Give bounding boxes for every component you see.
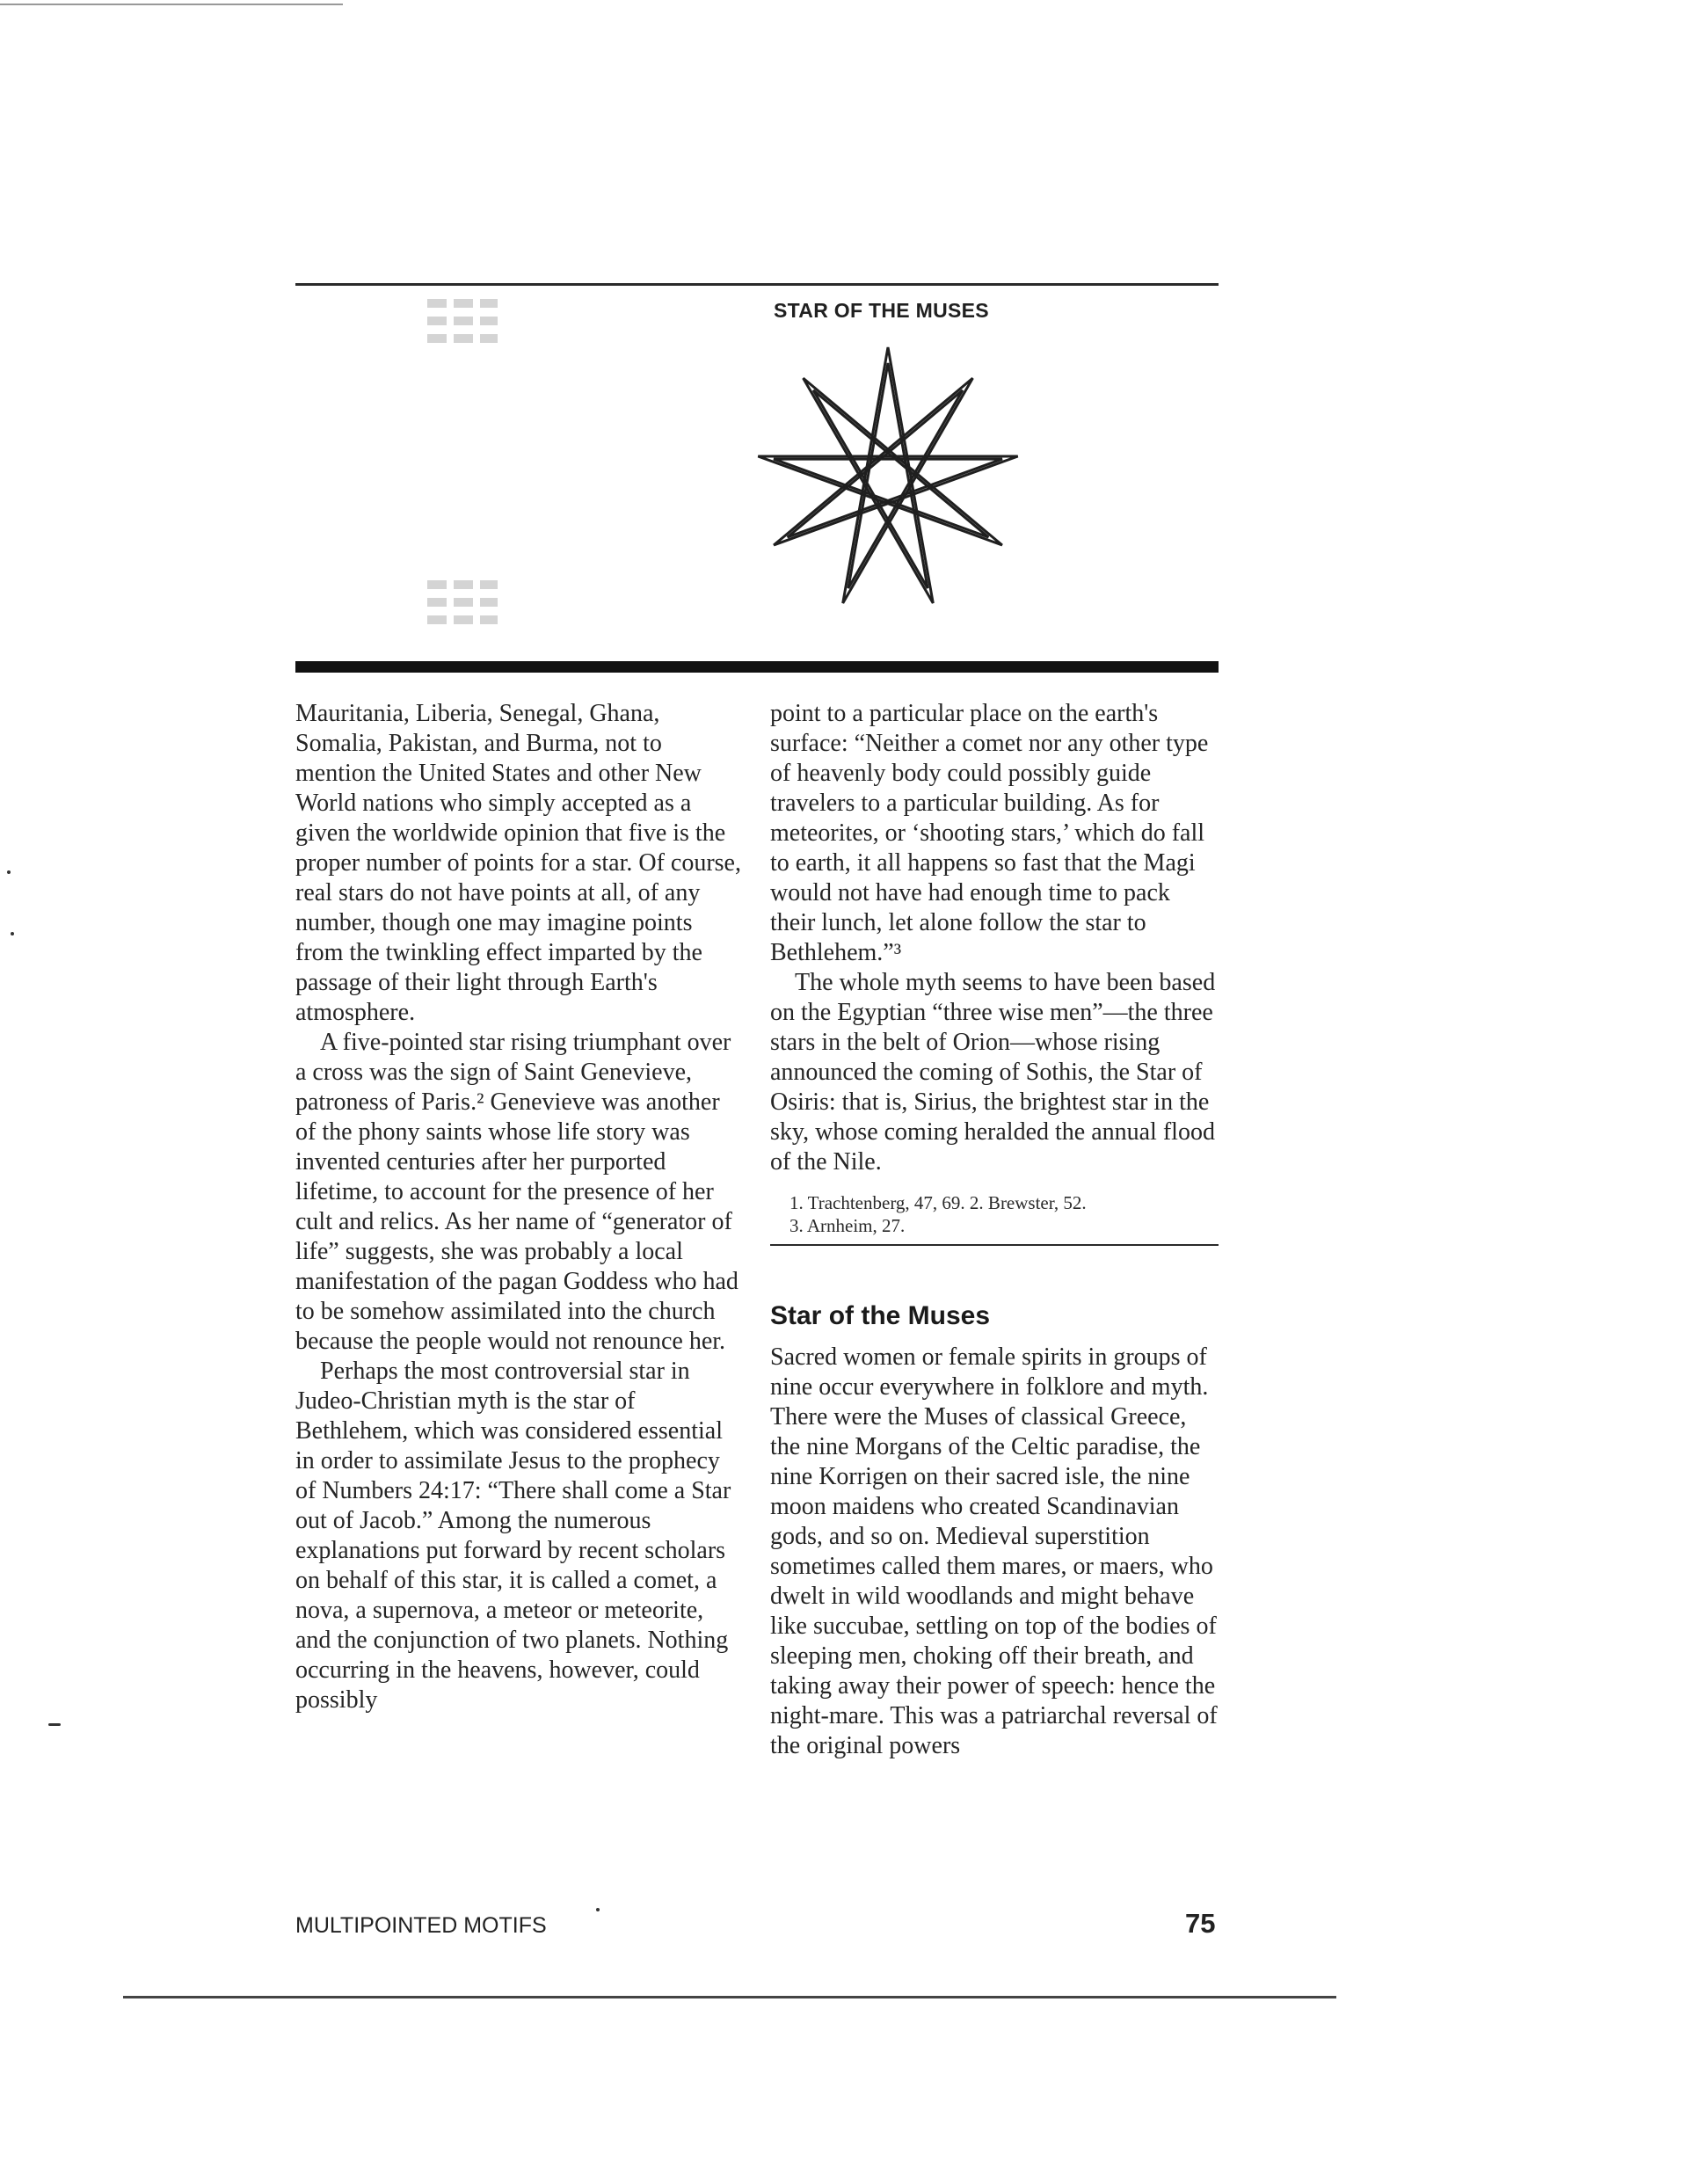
scan-bottom-line — [123, 1996, 1336, 1998]
section-heading: Star of the Muses — [770, 1301, 991, 1330]
bleed-through-mark — [427, 334, 498, 343]
bleed-through-mark — [427, 598, 498, 607]
header-rule — [295, 283, 1219, 286]
scan-speck — [7, 870, 11, 874]
scan-edge-line — [0, 4, 343, 5]
scan-speck — [596, 1908, 600, 1911]
body-paragraph: A five-pointed star rising triumphant over a cross was the sign of Saint Genevieve, patroness of Paris.² Genevieve was another of the phony saints whose life story was invented centuries after her purported lifetime, to account for the presence of her cult and relics. As her name of “generator of life” suggests, she was probably a local manifestation of the pagan Goddess who had to be somehow assimilated into the church because the people would not renounce her. — [295, 1029, 738, 1355]
footnote-line: 3. Arnheim, 27. — [789, 1215, 906, 1236]
star-outline-outer — [758, 347, 1017, 603]
nine-pointed-star-icon — [747, 339, 1029, 620]
body-paragraph: The whole myth seems to have been based on the Egyptian “three wise men”—the three stars in the belt of Orion—whose rising announced the coming of Sothis, the Star of Osiris: that is, Sirius, the brightest star in the sky, whose coming heralded the annual flood of the Nile. — [770, 969, 1216, 1176]
figure-title: STAR OF THE MUSES — [774, 299, 989, 322]
scan-speck — [48, 1723, 61, 1726]
right-column — [770, 699, 1219, 1761]
bleed-through-mark — [427, 615, 498, 624]
body-paragraph: Perhaps the most controversial star in Judeo-Christian myth is the star of Bethlehem, which was considered essential in order to assimilate Jesus to the prophecy of Numbers 24:17: “There shall come a Star out of Jacob.” Among the numerous explanations put forward by recent scholars on behalf of this star, it is called a comet, a nova, a supernova, a meteor or meteorite, and the conjunction of two planets. Nothing occurring in the heavens, however, could possibly — [295, 1358, 731, 1714]
bleed-through-mark — [427, 317, 498, 325]
running-footer: MULTIPOINTED MOTIFS — [295, 1913, 547, 1938]
bleed-through-mark — [427, 580, 498, 589]
body-paragraph: point to a particular place on the earth's surface: “Neither a comet nor any other type of heavenly body could possibly guide travelers to a particular building. As for meteorites, or ‘shooting stars,’ which do fall to earth, it all happens so fast that the Magi would not have had enough time to pack their lunch, let alone follow the star to Bethlehem.”³ — [770, 700, 1209, 966]
footnotes — [770, 1191, 1219, 1237]
bleed-through-mark — [427, 299, 498, 308]
page-number: 75 — [1185, 1908, 1216, 1939]
figure-bottom-rule — [295, 661, 1219, 673]
footnote-line: 1. Trachtenberg, 47, 69. 2. Brewster, 52. — [789, 1192, 1087, 1213]
scan-speck — [11, 932, 14, 935]
body-paragraph: Mauritania, Liberia, Senegal, Ghana, Somalia, Pakistan, and Burma, not to mention the United States and other New World nations who simply accepted as a given the worldwide opinion that five is the proper number of points for a star. Of course, real stars do not have points at all, of any number, though one may imagine points from the twinkling effect imparted by the passage of their light through Earth's atmosphere. — [295, 700, 741, 1026]
body-paragraph: Sacred women or female spirits in groups of nine occur everywhere in folklore and myth. There were the Muses of classical Greece, the nine Morgans of the Celtic paradise, the nine Korrigen on their sacred isle, the nine moon maidens who created Scandinavian gods, and so on. Medieval superstition sometimes called them mares, or maers, who dwelt in wild woodlands and might behave like succubae, settling on top of the bodies of sleeping men, choking off their breath, and taking away their power of speech: hence the night-mare. This was a patriarchal reversal of the original powers — [770, 1343, 1218, 1759]
left-column — [295, 699, 744, 1715]
footnote-rule — [770, 1244, 1219, 1246]
